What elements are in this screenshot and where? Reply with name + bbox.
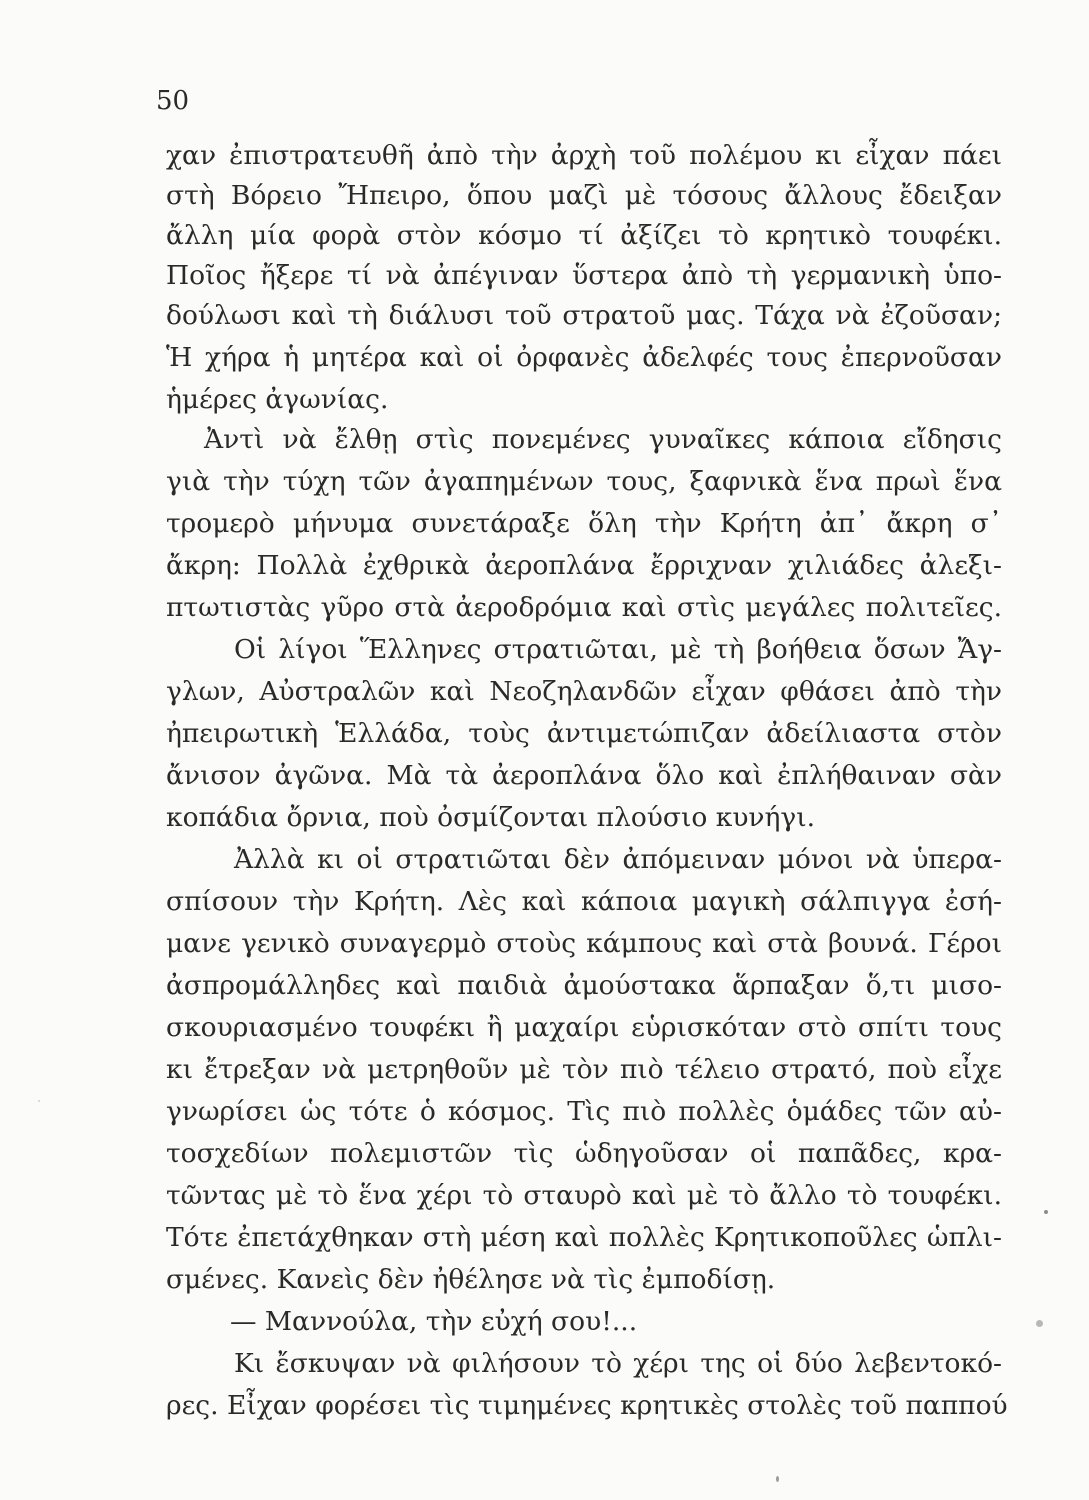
- text-line: στὴ Βόρειο Ἤπειρο, ὅπου μαζὶ μὲ τόσους ἄλλους ἔδειξαν: [166, 180, 1002, 211]
- text-line: χαν ἐπιστρατευθῆ ἀπὸ τὴν ἀρχὴ τοῦ πολέμου κι εἶχαν πάει: [166, 140, 1002, 171]
- text-line: γνωρίσει ὡς τότε ὁ κόσμος. Τὶς πιὸ πολλὲς ὁμάδες τῶν αὐ-: [166, 1096, 1002, 1127]
- text-line: τῶντας μὲ τὸ ἕνα χέρι τὸ σταυρὸ καὶ μὲ τὸ ἄλλο τὸ τουφέκι.: [166, 1180, 1002, 1211]
- text-line: κι ἔτρεξαν νὰ μετρηθοῦν μὲ τὸν πιὸ τέλειο στρατό, ποὺ εἶχε: [166, 1054, 1002, 1085]
- scan-speck: [1036, 1320, 1043, 1327]
- text-line: σμένες. Κανεὶς δὲν ἠθέλησε νὰ τὶς ἐμποδίσῃ.: [166, 1264, 776, 1295]
- text-line: ἡμέρες ἀγωνίας.: [166, 384, 389, 415]
- text-line: ρες. Εἶχαν φορέσει τὶς τιμημένες κρητικὲς στολὲς τοῦ παππού: [166, 1390, 1008, 1421]
- text-line: τοσχεδίων πολεμιστῶν τὶς ὡδηγοῦσαν οἱ παπᾶδες, κρα-: [166, 1138, 1002, 1169]
- text-line: ἄλλη μία φορὰ στὸν κόσμο τί ἀξίζει τὸ κρητικὸ τουφέκι.: [166, 220, 1002, 251]
- text-line: σπίσουν τὴν Κρήτη. Λὲς καὶ κάποια μαγικὴ σάλπιγγα ἐσή-: [166, 886, 1002, 917]
- text-line: μανε γενικὸ συναγερμὸ στοὺς κάμπους καὶ στὰ βουνά. Γέροι: [166, 928, 1002, 959]
- text-line: Ποῖος ἤξερε τί νὰ ἀπέγιναν ὕστερα ἀπὸ τὴ γερμανικὴ ὑπο-: [166, 260, 1002, 291]
- scan-speck: [1044, 1210, 1048, 1214]
- paragraph-start: Ἀλλὰ κι οἱ στρατιῶται δὲν ἀπόμειναν μόνοι νὰ ὑπερα-: [234, 844, 1002, 875]
- dialogue-line: — Μαννούλα, τὴν εὐχή σου!...: [230, 1306, 638, 1337]
- text-line: Τότε ἐπετάχθηκαν στὴ μέση καὶ πολλὲς Κρητικοποῦλες ὡπλι-: [166, 1222, 1002, 1253]
- text-line: δούλωσι καὶ τὴ διάλυσι τοῦ στρατοῦ μας. Τάχα νὰ ἐζοῦσαν;: [166, 300, 1002, 331]
- text-line: κοπάδια ὄρνια, ποὺ ὀσμίζονται πλούσιο κυνήγι.: [166, 802, 816, 833]
- paragraph-start: Οἱ λίγοι Ἕλληνες στρατιῶται, μὲ τὴ βοήθεια ὅσων Ἄγ-: [234, 634, 1002, 665]
- text-line: τρομερὸ μήνυμα συνετάραξε ὅλη τὴν Κρήτη ἀπ᾿ ἄκρη σ᾿: [166, 508, 1002, 539]
- paragraph-start: Κι ἔσκυψαν νὰ φιλήσουν τὸ χέρι της οἱ δύο λεβεντοκό-: [234, 1348, 1002, 1379]
- text-line: ἄνισον ἀγῶνα. Μὰ τὰ ἀεροπλάνα ὅλο καὶ ἐπλήθαιναν σὰν: [166, 760, 1002, 791]
- text-line: γιὰ τὴν τύχη τῶν ἀγαπημένων τους, ξαφνικὰ ἕνα πρωὶ ἕνα: [166, 466, 1002, 497]
- text-line: ἠπειρωτικὴ Ἑλλάδα, τοὺς ἀντιμετώπιζαν ἀδείλιαστα στὸν: [166, 718, 1002, 749]
- scan-speck: [38, 1100, 40, 1102]
- text-line: ἀσπρομάλληδες καὶ παιδιὰ ἀμούστακα ἅρπαξαν ὅ,τι μισο-: [166, 970, 1002, 1001]
- text-line: Ἡ χήρα ἡ μητέρα καὶ οἱ ὀρφανὲς ἀδελφές τους ἐπερνοῦσαν: [166, 342, 1002, 373]
- paragraph-start: Ἀντὶ νὰ ἔλθῃ στὶς πονεμένες γυναῖκες κάποια εἴδησις: [204, 424, 1002, 455]
- text-line: πτωτιστὰς γῦρο στὰ ἀεροδρόμια καὶ στὶς μεγάλες πολιτεῖες.: [166, 592, 1002, 623]
- scan-speck: [776, 1476, 779, 1482]
- text-line: σκουριασμένο τουφέκι ἢ μαχαίρι εὑρισκόταν στὸ σπίτι τους: [166, 1012, 1002, 1043]
- page-number: 50: [156, 86, 190, 116]
- text-line: γλων, Αὐστραλῶν καὶ Νεοζηλανδῶν εἶχαν φθάσει ἀπὸ τὴν: [166, 676, 1002, 707]
- text-line: ἄκρη: Πολλὰ ἐχθρικὰ ἀεροπλάνα ἔρριχναν χιλιάδες ἀλεξι-: [166, 550, 1002, 581]
